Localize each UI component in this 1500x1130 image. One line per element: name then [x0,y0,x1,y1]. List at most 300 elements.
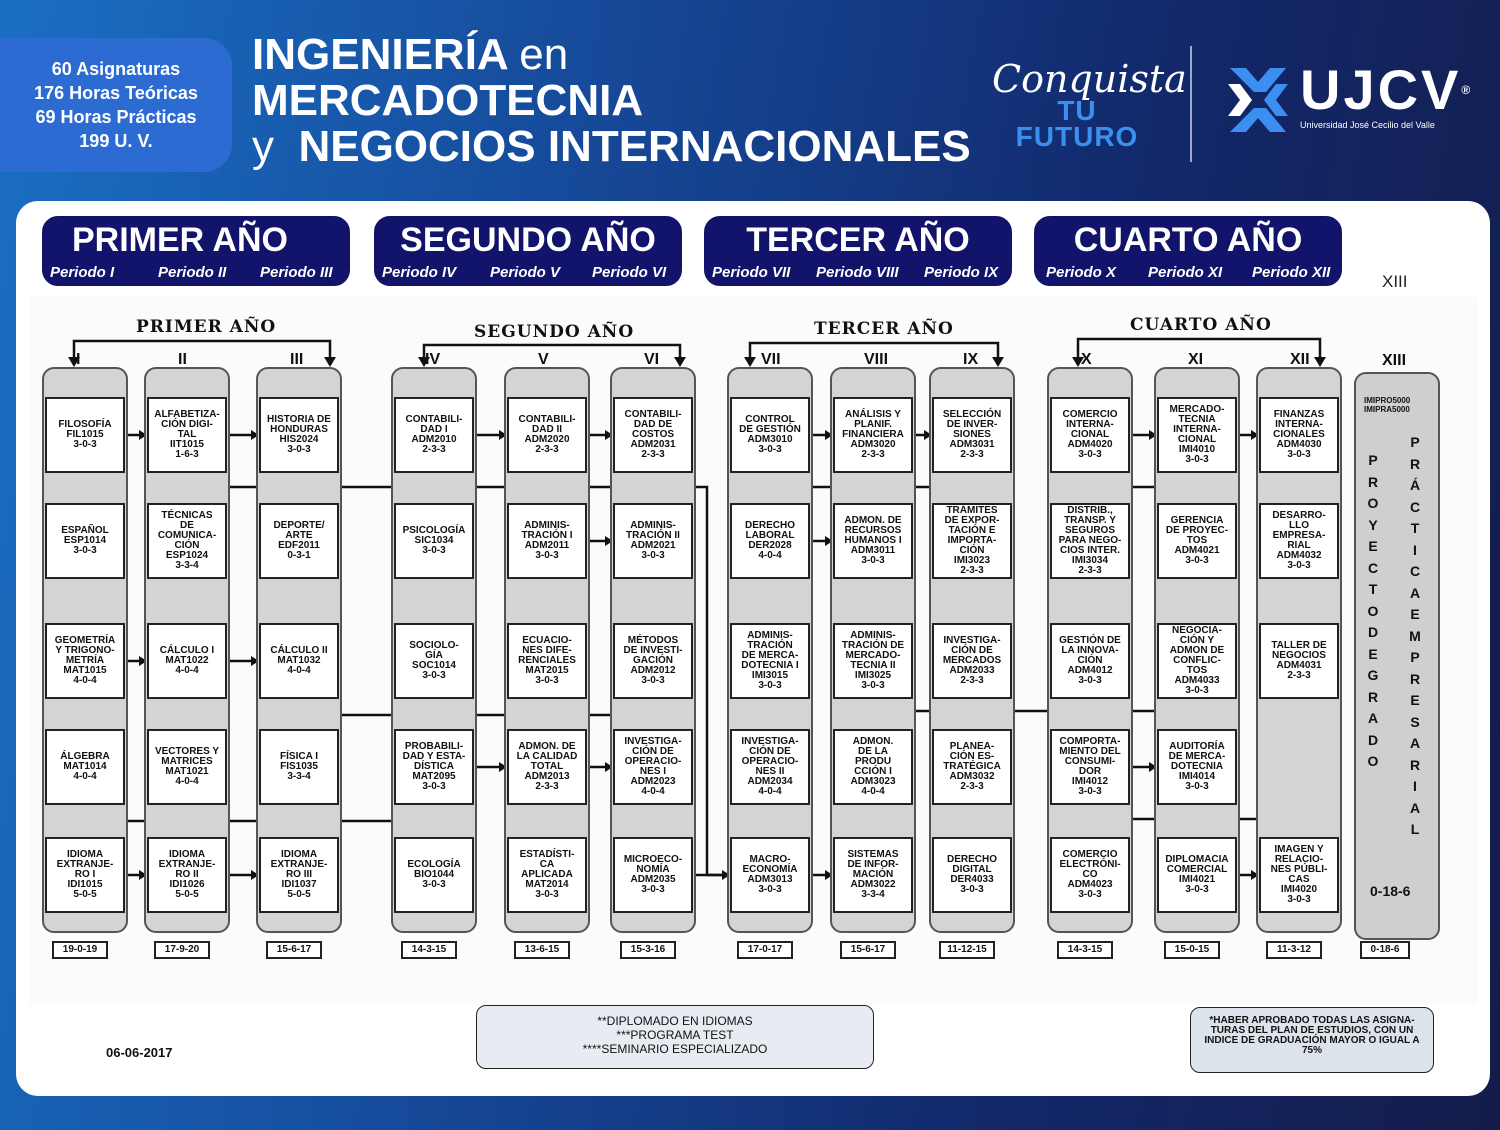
subject-code: MAT1022 [165,655,209,666]
subject-hours: 3-0-3 [422,781,446,792]
title-negocios: NEGOCIOS INTERNACIONALES [298,122,971,171]
subject-code: MAT1032 [277,655,321,666]
subject-hours: 3-0-3 [1185,884,1209,895]
subject-code: BIO1044 [413,869,455,880]
subject-name: HISTORIA DE HONDURAS [267,414,331,435]
period-total: 14-3-15 [1057,941,1113,959]
subject-hours: 3-0-3 [1185,781,1209,792]
subject-name: ADMINIS- TRACIÓN II [626,520,680,541]
proyecto-letter: R [1367,688,1379,705]
subject-code: ADM3013 [747,874,793,885]
xiii-code-1: IMIPRO5000 [1364,396,1411,405]
subject-code: ADM4020 [1067,439,1113,450]
subject-code: ADM2033 [949,665,995,676]
practica-letter: T [1410,520,1420,536]
subject-box[interactable] [147,837,227,913]
plan-date: 06-06-2017 [106,1045,173,1060]
page-title [252,32,971,170]
slogan-tu-futuro: TU FUTURO [1015,95,1139,152]
subject-hours: 3-0-3 [861,680,885,691]
stat-horas-teoricas: 176 Horas Teóricas [34,83,198,103]
subject-box[interactable] [730,837,810,913]
stats-box [0,38,232,172]
period-roman-9: IX [963,351,979,368]
bracket-arrowhead-right-2 [674,357,686,367]
subject-box[interactable] [45,623,125,699]
subject-name: IMAGEN Y RELACIO- NES PÚBLI- CAS [1270,844,1328,885]
brand-registered: ® [1461,83,1474,97]
subject-code: ADM2013 [524,771,570,782]
year-tab-3 [702,214,1014,288]
subject-hours: 3-0-3 [287,444,311,455]
year-tab-2-title: SEGUNDO AÑO [400,221,656,259]
subject-code: SOC1014 [412,660,456,671]
subject-hours: 5-0-5 [175,889,199,900]
subject-code: ADM2010 [411,434,457,445]
subject-hours: 2-3-3 [1287,670,1311,681]
subject-code: ADM2011 [524,540,570,551]
subject-box[interactable] [613,397,693,473]
subject-box[interactable] [833,623,913,699]
subject-name: CÁLCULO II [270,645,328,656]
note-programa-test: ***PROGRAMA TEST [616,1028,734,1042]
subject-box[interactable] [932,503,1012,579]
subject-code: ADM2035 [630,874,676,885]
subject-code: MAT1015 [63,665,107,676]
subject-box[interactable] [1259,503,1339,579]
title-en: en [519,30,569,79]
subject-box[interactable] [1259,837,1339,913]
practica-letter: L [1410,821,1420,837]
practica-letter: R [1409,756,1421,773]
subject-name: DEPORTE/ ARTE [273,520,325,541]
subject-code: ADM2021 [630,540,676,551]
xiii-code-2: IMIPRA5000 [1364,405,1410,414]
slogan [992,57,1187,152]
subject-box[interactable] [1157,837,1237,913]
subject-name: COMERCIO INTERNA- CIONAL [1062,409,1118,440]
subject-hours: 4-0-4 [758,550,782,561]
year-bracket-2 [424,345,680,365]
subject-hours: 5-0-5 [73,889,97,900]
subject-name: ALFABETIZA- CIÓN DIGI- TAL [154,409,220,440]
title-mercadotecnia: MERCADOTECNIA [252,76,644,125]
subject-name: MICROECO- NOMÍA [623,854,683,875]
subject-code: IMI4010 [1178,444,1216,455]
subject-hours: 2-3-3 [641,449,665,460]
subject-code: IMI4021 [1178,874,1216,885]
subject-name: CONTABILI- DAD DE COSTOS [624,409,682,440]
subject-hours: 3-0-3 [758,444,782,455]
subject-box[interactable] [507,729,587,805]
period-total: 15-6-17 [840,941,896,959]
year-tab-2-period-1: Periodo IV [382,264,457,281]
subject-box[interactable] [507,623,587,699]
period-xiii-column [1354,372,1440,940]
subject-name: GEOMETRÍA Y TRIGONO- METRÍA [54,635,116,666]
practica-letter: Á [1409,477,1421,493]
practica-letter: P [1410,649,1420,665]
year-tab-2 [372,214,684,288]
subject-name: ECOLOGÍA [407,859,461,870]
subject-name: ANÁLISIS Y PLANIF. FINANCIERA [842,409,904,440]
subject-name: ADMINIS- TRACIÓN I [521,520,573,541]
subject-box[interactable] [730,729,810,805]
subject-box[interactable] [833,397,913,473]
proyecto-letter: O [1367,602,1379,619]
subject-hours: 3-0-3 [73,439,97,450]
note-diplomado: **DIPLOMADO EN IDIOMAS [597,1014,753,1028]
subject-box[interactable] [394,623,474,699]
diagram-year-2-label: SEGUNDO AÑO [474,322,635,342]
subject-hours: 3-0-3 [73,545,97,556]
proyecto-letter: O [1367,495,1379,511]
period-roman-8: VIII [864,351,889,368]
subject-box[interactable] [1050,623,1130,699]
subject-code: ADM4032 [1276,550,1322,561]
subject-hours: 3-3-4 [861,889,885,900]
subject-hours: 3-0-3 [1287,449,1311,460]
period-total: 15-6-17 [266,941,322,959]
subject-name: ADMON. DE RECURSOS HUMANOS I [844,515,902,546]
subject-hours: 3-0-3 [758,884,782,895]
subject-hours: 2-3-3 [960,449,984,460]
subject-name: SELECCIÓN DE INVER- SIONES [942,409,1002,440]
subject-name: INVESTIGA- CIÓN DE OPERACIO- NES II [741,736,799,777]
year-tab-4-period-3: Periodo XII [1252,264,1331,281]
subject-hours: 4-0-4 [641,786,665,797]
period-xiii-roman: XIII [1382,352,1407,369]
proyecto-letter: Y [1368,516,1378,533]
subject-box[interactable] [833,837,913,913]
subject-name: ESPAÑOL [61,525,109,536]
period-roman-12: XII [1290,351,1310,368]
subject-hours: 3-3-4 [175,560,199,571]
subject-name: DERECHO DIGITAL [946,854,997,875]
subject-box[interactable] [613,503,693,579]
year-tab-2-period-2: Periodo V [490,264,561,281]
subject-box[interactable] [1050,503,1130,579]
subject-code: ADM4021 [1174,545,1220,556]
subject-code: ADM3010 [747,434,793,445]
period-total: 17-9-20 [154,941,210,959]
brand-text: UJCV [1300,58,1462,121]
year-tab-4-period-2: Periodo XI [1148,264,1223,281]
subject-box[interactable] [932,623,1012,699]
subject-name: CONTABILI- DAD I [405,414,463,435]
practica-letter: A [1409,799,1421,816]
period-total: 15-0-15 [1164,941,1220,959]
subject-hours: 4-0-4 [73,675,97,686]
stat-horas-practicas: 69 Horas Prácticas [35,107,197,127]
subject-box[interactable] [932,729,1012,805]
subject-name: DIPLOMACIA COMERCIAL [1165,854,1229,875]
subject-box[interactable] [259,837,339,913]
title-ingenieria: INGENIERÍA [252,30,508,79]
subject-name: DERECHO LABORAL [744,520,795,541]
subject-code: IMI4012 [1071,776,1109,787]
practica-letter: S [1410,713,1420,730]
period-roman-6: VI [644,351,660,368]
subject-box[interactable] [1157,503,1237,579]
subject-code: HIS2024 [279,434,319,445]
subject-code: MAT2015 [525,665,569,676]
subject-box[interactable] [394,729,474,805]
year-tab-4-title: CUARTO AÑO [1073,221,1303,259]
subject-box[interactable] [1259,623,1339,699]
subject-hours: 4-0-4 [73,771,97,782]
period-total: 14-3-15 [401,941,457,959]
subject-hours: 3-0-3 [1078,889,1102,900]
subject-box[interactable] [147,729,227,805]
subject-hours: 3-0-3 [535,550,559,561]
subject-box[interactable] [1157,623,1237,699]
proyecto-letter: E [1368,538,1378,554]
subject-box[interactable] [507,837,587,913]
period-roman-3: III [290,351,304,368]
subject-name: SOCIOLO- GÍA [409,640,459,661]
subject-code: ADM4030 [1276,439,1322,450]
subject-code: ESP1024 [165,550,209,561]
subject-name: MERCADO- TECNIA INTERNA- CIONAL [1169,404,1225,445]
subject-box[interactable] [394,397,474,473]
subject-hours: 3-3-4 [287,771,311,782]
practica-letter: E [1410,692,1420,708]
subject-box[interactable] [1050,397,1130,473]
graduation-requirement: *HABER APROBADO TODAS LAS ASIGNA-TURAS DEL PLAN DE ESTUDIOS, CON UN INDICE DE GRADUACIÓN MAYOR O IGUAL A 75% [1190,1007,1434,1073]
subject-box[interactable] [1157,397,1237,473]
subject-hours: 3-0-3 [1078,786,1102,797]
proyecto-letter: T [1368,581,1378,597]
diagram-year-3-label: TERCER AÑO [814,319,954,339]
subject-box[interactable] [45,729,125,805]
subject-hours: 3-0-3 [422,545,446,556]
period-total: 11-3-12 [1266,941,1322,959]
subject-box[interactable] [730,623,810,699]
subject-name: FILOSOFÍA [58,419,112,430]
period-roman-4: IV [425,351,441,368]
subject-name: DESARRO- LLO EMPRESA- RIAL [1272,510,1326,551]
practica-letter: I [1413,541,1417,558]
subject-name: VECTORES Y MATRICES [154,746,220,767]
subject-code: ESP1014 [63,535,107,546]
year-tab-3-period-3: Periodo IX [924,264,999,281]
brand-name [1300,58,1474,121]
period-total: 13-6-15 [514,941,570,959]
proyecto-letter: D [1367,624,1379,640]
subject-box[interactable] [730,503,810,579]
subject-box[interactable] [613,729,693,805]
year-tab-1-period-2: Periodo II [158,264,227,281]
subject-name: ECUACIO- NES DIFE- RENCIALES [518,635,576,666]
subject-hours: 3-0-3 [1185,454,1209,465]
subject-box[interactable] [932,837,1012,913]
proyecto-letter: E [1368,645,1378,662]
notes-box [476,1005,874,1069]
subject-name: FINANZAS INTERNA- CIONALES [1273,409,1325,440]
subject-box[interactable] [833,729,913,805]
practica-letter: A [1409,735,1421,751]
subject-box[interactable] [1050,729,1130,805]
subject-hours: 3-0-3 [1185,685,1209,696]
stat-uv: 199 U. V. [79,131,153,151]
period-roman-5: V [538,351,549,368]
subject-code: ADM2023 [630,776,676,787]
subject-box[interactable] [259,623,339,699]
subject-code: FIS1035 [280,761,318,772]
subject-box[interactable] [1050,837,1130,913]
year-tab-1-period-1: Periodo I [50,264,115,281]
subject-box[interactable] [932,397,1012,473]
subject-code: IMI3023 [953,555,991,566]
subject-name: DISTRIB., TRANSP. Y SEGUROS PARA NEGO- CIOS INTER. [1058,505,1122,556]
subject-name: IDIOMA EXTRANJE- RO I [56,849,114,880]
connector-calculo [306,701,650,715]
subject-name: MÉTODOS DE INVESTI- GACIÓN [623,635,683,666]
subject-code: ADM2012 [630,665,676,676]
subject-name: GERENCIA DE PROYEC- TOS [1165,515,1229,546]
subject-name: ÁLGEBRA [60,751,110,762]
subject-code: DER2028 [748,540,792,551]
period-total: 17-0-17 [737,941,793,959]
subject-code: ADM3011 [850,545,896,556]
subject-box[interactable] [1259,397,1339,473]
subject-hours: 2-3-3 [960,781,984,792]
subject-name: FÍSICA I [280,751,318,762]
subject-code: ADM3022 [850,879,896,890]
subject-box[interactable] [147,503,227,579]
practica-letter: A [1409,584,1421,601]
period-xiii-label: XIII [1382,272,1408,291]
subject-code: ADM2020 [524,434,570,445]
subject-name: AUDITORÍA DE MERCA- DOTECNIA [1168,741,1226,772]
subject-hours: 4-0-4 [861,786,885,797]
subject-box[interactable] [45,837,125,913]
subject-code: IIT1015 [170,439,204,450]
title-y: y [252,122,274,171]
subject-hours: 3-0-3 [1287,560,1311,571]
stat-asignaturas: 60 Asignaturas [51,59,181,79]
subject-hours: 3-0-3 [535,889,559,900]
period-roman-11: XI [1188,351,1204,368]
subject-code: EDF2011 [278,540,320,551]
subject-name: TÉCNICAS DE COMUNICA- CIÓN [157,510,217,551]
subject-hours: 0-3-1 [287,550,311,561]
subject-code: MAT1021 [165,766,209,777]
subject-hours: 3-0-3 [641,675,665,686]
note-seminario: ****SEMINARIO ESPECIALIZADO [582,1042,768,1056]
year-tab-3-period-2: Periodo VIII [816,264,899,281]
subject-code: IDI1037 [281,879,317,890]
subject-hours: 2-3-3 [535,781,559,792]
subject-name: ADMON. DE LA CALIDAD TOTAL [516,741,578,772]
year-tab-3-title: TERCER AÑO [746,221,970,259]
brand-subtitle: Universidad José Cecilio del Valle [1300,120,1435,130]
subject-hours: 2-3-3 [535,444,559,455]
subject-code: ADM3023 [850,776,896,787]
subject-box[interactable] [613,623,693,699]
subject-name: ESTADÍSTI- CA APLICADA [519,849,575,880]
proyecto-letter: C [1367,559,1379,576]
subject-hours: 2-3-3 [422,444,446,455]
subject-code: IMI3015 [751,670,789,681]
subject-box[interactable] [259,503,339,579]
subject-box[interactable] [259,729,339,805]
subject-hours: 3-0-3 [1078,675,1102,686]
subject-box[interactable] [613,837,693,913]
curriculum-diagram [30,297,1478,1060]
subject-hours: 3-0-3 [641,550,665,561]
subject-hours: 5-0-5 [287,889,311,900]
year-tab-1 [40,214,352,288]
subject-name: IDIOMA EXTRANJE- RO III [270,849,328,880]
subject-name: PROBABILI- DAD Y ESTA- DÍSTICA [402,741,466,772]
subject-code: ADM3020 [850,439,896,450]
subject-box[interactable] [507,397,587,473]
subject-hours: 3-0-3 [535,675,559,686]
subject-box[interactable] [147,623,227,699]
period-total: 11-12-15 [939,941,995,959]
subject-code: ADM4033 [1174,675,1220,686]
subject-hours: 3-0-3 [758,680,782,691]
subject-name: ADMINIS- TRACIÓN DE MERCA- DOTECNIA I [741,630,799,671]
diagram-year-4-label: CUARTO AÑO [1130,315,1272,335]
year-tab-1-period-3: Periodo III [260,264,333,281]
subject-name: PLANEA- CIÓN ES- TRATÉGICA [943,741,1001,772]
subject-hours: 3-0-3 [1287,894,1311,905]
period-roman-1: I [76,351,81,368]
slogan-conquista: Conquista [992,57,1187,101]
subject-box[interactable] [730,397,810,473]
subject-box[interactable] [1157,729,1237,805]
subject-hours: 4-0-4 [175,665,199,676]
practica-letter: C [1409,498,1421,515]
period-total: 15-3-16 [620,941,676,959]
subject-name: TALLER DE NEGOCIOS [1271,640,1327,661]
subject-box[interactable] [45,397,125,473]
period-total: 19-0-19 [52,941,108,959]
subject-code: MAT1014 [63,761,107,772]
year-tab-4-period-1: Periodo X [1046,264,1117,281]
subject-box[interactable] [507,503,587,579]
subject-box[interactable] [394,837,474,913]
subject-code: ADM4012 [1067,665,1113,676]
subject-hours: 3-0-3 [422,879,446,890]
subject-code: ADM4031 [1276,660,1322,671]
header-divider [1190,46,1192,162]
subject-hours: 2-3-3 [861,449,885,460]
subject-box[interactable] [833,503,913,579]
practica-letter: M [1409,627,1421,644]
subject-hours: 3-0-3 [422,670,446,681]
subject-name: INVESTIGA- CIÓN DE OPERACIO- NES I [624,736,682,777]
subject-box[interactable] [394,503,474,579]
subject-hours: 3-0-3 [861,555,885,566]
year-tab-2-period-3: Periodo VI [592,264,667,281]
subject-hours: 1-6-3 [175,449,199,460]
proyecto-letter: D [1367,731,1379,748]
diagram-year-1-label: PRIMER AÑO [136,317,277,337]
subject-hours: 3-0-3 [1078,449,1102,460]
subject-box[interactable] [45,503,125,579]
subject-box[interactable] [259,397,339,473]
subject-box[interactable] [147,397,227,473]
subject-name: CONTABILI- DAD II [518,414,576,435]
bracket-arrowhead-right-4 [1314,357,1326,367]
subject-hours: 3-0-3 [960,884,984,895]
subject-hours: 4-0-4 [175,776,199,787]
practica-letter: R [1409,670,1421,687]
